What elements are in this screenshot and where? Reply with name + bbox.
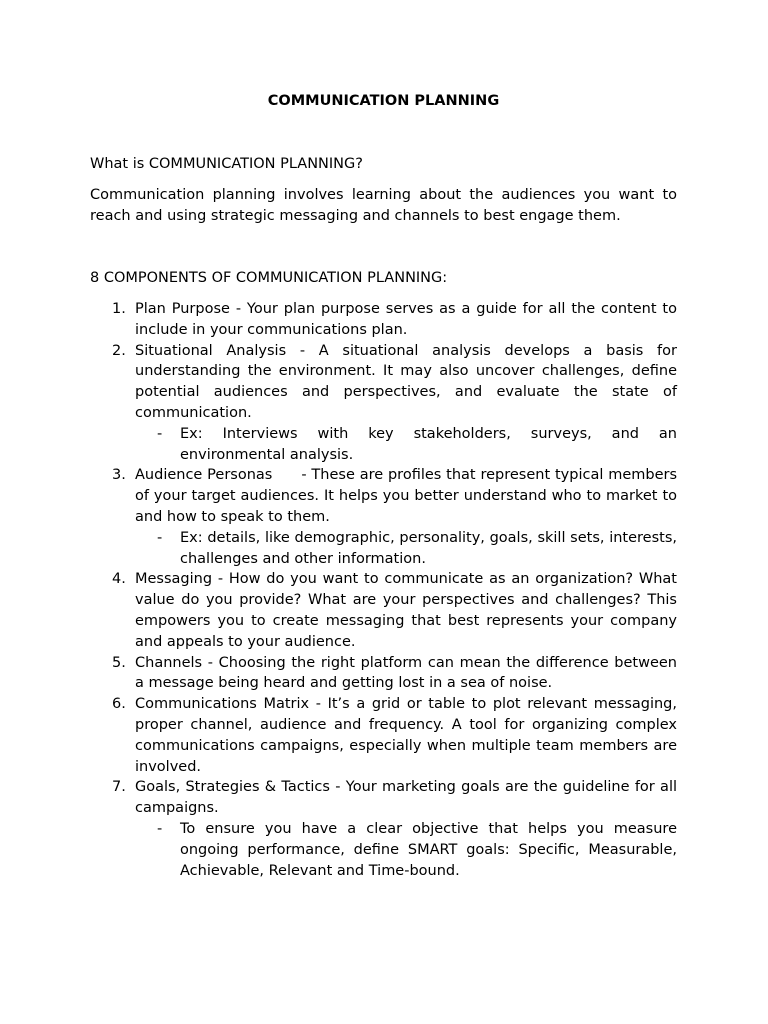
item-number: 1. — [112, 301, 126, 317]
sub-list-item — [135, 819, 677, 881]
sub-list — [135, 424, 677, 466]
sub-list — [135, 819, 677, 881]
item-text: Channels - Choosing the right platform can mean the difference between a message being heard and getting lost in a sea of noise. — [135, 654, 677, 692]
list-item — [90, 694, 677, 777]
item-number: 5. — [112, 654, 126, 671]
dash-marker: - — [157, 425, 163, 442]
item-text: Situational Analysis - A situational analysis develops a basis for understanding the environment. It may also uncover challenges, define potential audiences and perspectives, and evaluate the state of communication. — [135, 342, 677, 421]
item-text: Goals, Strategies & Tactics - Your marketing goals are the guideline for all campaigns. — [135, 779, 677, 817]
item-text: Plan Purpose - Your plan purpose serves as a guide for all the content to include in your communications plan. — [135, 301, 677, 338]
component-list — [90, 299, 682, 881]
item-number: 6. — [112, 696, 126, 713]
list-item — [90, 653, 677, 695]
sub-item-text: To ensure you have a clear objective that helps you measure ongoing performance, define SMART goals: Specific, Measurable, Achievable, Relevant and Time-bound. — [180, 820, 677, 879]
item-number: 2. — [112, 342, 126, 359]
list-item — [90, 341, 677, 466]
sub-list-item — [135, 424, 677, 466]
item-number: 3. — [112, 467, 126, 484]
dash-marker: - — [157, 529, 163, 546]
sub-item-text: Ex: Interviews with key stakeholders, surveys, and an environmental analysis. — [180, 425, 677, 463]
dash-marker: - — [157, 820, 163, 837]
list-item — [90, 569, 677, 652]
list-item — [90, 299, 677, 341]
item-text: Communications Matrix - It’s a grid or table to plot relevant messaging, proper channel, audience and frequency. A tool for organizing complex communications campaigns, especially when multiple team members are involved. — [135, 696, 677, 775]
item-text: Audience Personas - These are profiles that represent typical members of your target audiences. It helps you better understand who to market to and how to speak to them. — [135, 467, 682, 525]
definition-paragraph: Communication planning involves learning about the audiences you want to reach and using strategic messaging and channels to best engage them. — [90, 187, 677, 224]
item-text: Messaging - How do you want to communicate as an organization? What value do you provide? What are your perspectives and challenges? This empowers you to create messaging that best represents your company and appeals to your audience. — [135, 571, 677, 650]
sub-item-text: Ex: details, like demographic, personality, goals, skill sets, interests, challenges and other information. — [180, 529, 677, 567]
question-heading: What is COMMUNICATION PLANNING? — [90, 156, 363, 172]
sub-list-item — [135, 528, 677, 570]
item-number: 7. — [112, 779, 126, 796]
list-item — [90, 465, 682, 569]
components-heading: 8 COMPONENTS OF COMMUNICATION PLANNING: — [90, 270, 448, 286]
list-item — [90, 777, 677, 881]
item-number: 4. — [112, 571, 126, 588]
page-title: COMMUNICATION PLANNING — [267, 93, 500, 109]
sub-list — [135, 528, 677, 570]
